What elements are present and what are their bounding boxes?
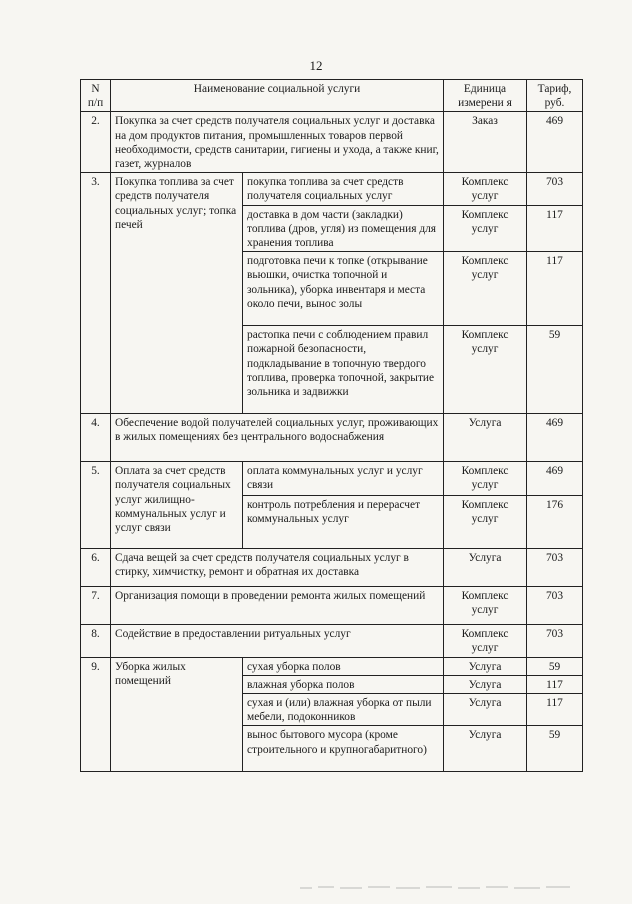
service-tariff: 59 xyxy=(527,326,583,414)
row-num: 2. xyxy=(81,112,111,173)
sub-service-name: оплата коммунальных услуг и услуг связи xyxy=(243,462,444,496)
table-row xyxy=(81,173,583,205)
service-name: Обеспечение водой получателей социальных услуг, проживающих в жилых помещениях без центрального водоснабжения xyxy=(111,414,444,462)
service-unit: Комплекс услуг xyxy=(444,496,527,549)
services-table xyxy=(80,79,583,772)
service-tariff: 703 xyxy=(527,587,583,625)
sub-service-name: влажная уборка полов xyxy=(243,675,444,693)
service-group-name: Уборка жилых помещений xyxy=(111,657,243,772)
table-row xyxy=(81,587,583,625)
row-num: 7. xyxy=(81,587,111,625)
scan-noise-decoration xyxy=(0,878,632,898)
table-row xyxy=(81,549,583,587)
header-tariff: Тариф, руб. xyxy=(527,80,583,112)
service-unit: Услуга xyxy=(444,549,527,587)
service-unit: Комплекс услуг xyxy=(444,205,527,252)
row-num: 8. xyxy=(81,625,111,657)
service-tariff: 176 xyxy=(527,496,583,549)
row-num: 3. xyxy=(81,173,111,414)
page-number: 12 xyxy=(309,58,323,73)
service-unit: Комплекс услуг xyxy=(444,587,527,625)
header-name: Наименование социальной услуги xyxy=(111,80,444,112)
row-num: 5. xyxy=(81,462,111,549)
service-unit: Услуга xyxy=(444,694,527,726)
row-num: 6. xyxy=(81,549,111,587)
service-group-name: Покупка топлива за счет средств получателя социальных услуг; топка печей xyxy=(111,173,243,414)
service-unit: Услуга xyxy=(444,675,527,693)
table-row xyxy=(81,657,583,675)
service-unit: Услуга xyxy=(444,414,527,462)
service-unit: Комплекс услуг xyxy=(444,625,527,657)
sub-service-name: покупка топлива за счет средств получателя социальных услуг xyxy=(243,173,444,205)
service-name: Содействие в предоставлении ритуальных услуг xyxy=(111,625,444,657)
sub-service-name: подготовка печи к топке (открывание вьюшки, очистка топочной и зольника), уборка инвентаря и места около печи, вынос золы xyxy=(243,252,444,326)
service-name: Организация помощи в проведении ремонта жилых помещений xyxy=(111,587,444,625)
table-row xyxy=(81,414,583,462)
service-tariff: 59 xyxy=(527,726,583,772)
sub-service-name: доставка в дом части (закладки) топлива (дров, угля) из помещения для хранения топлива xyxy=(243,205,444,252)
sub-service-name: контроль потребления и перерасчет коммунальных услуг xyxy=(243,496,444,549)
table-row xyxy=(81,462,583,496)
service-tariff: 469 xyxy=(527,462,583,496)
service-unit: Услуга xyxy=(444,726,527,772)
service-group-name: Оплата за счет средств получателя социальных услуг жилищно-коммунальных услуг и услуг связи xyxy=(111,462,243,549)
service-unit: Заказ xyxy=(444,112,527,173)
service-tariff: 117 xyxy=(527,252,583,326)
table-row xyxy=(81,112,583,173)
service-tariff: 469 xyxy=(527,414,583,462)
sub-service-name: вынос бытового мусора (кроме строительного и крупногабаритного) xyxy=(243,726,444,772)
service-tariff: 703 xyxy=(527,549,583,587)
service-tariff: 117 xyxy=(527,694,583,726)
sub-service-name: сухая уборка полов xyxy=(243,657,444,675)
table-row xyxy=(81,625,583,657)
service-tariff: 703 xyxy=(527,173,583,205)
row-num: 4. xyxy=(81,414,111,462)
service-tariff: 703 xyxy=(527,625,583,657)
header-unit: Единица измерени я xyxy=(444,80,527,112)
sub-service-name: растопка печи с соблюдением правил пожарной безопасности, подкладывание в топочную твердого топлива, проверка топочной, закрытие зольника и задвижки xyxy=(243,326,444,414)
sub-service-name: сухая и (или) влажная уборка от пыли мебели, подоконников xyxy=(243,694,444,726)
header-num: N п/п xyxy=(81,80,111,112)
row-num: 9. xyxy=(81,657,111,772)
service-unit: Комплекс услуг xyxy=(444,252,527,326)
service-tariff: 117 xyxy=(527,675,583,693)
service-name: Покупка за счет средств получателя социальных услуг и доставка на дом продуктов питания, промышленных товаров первой необходимости, средств санитарии, гигиены и ухода, а также книг, газет, журналов xyxy=(111,112,444,173)
service-unit: Комплекс услуг xyxy=(444,462,527,496)
table-header-row xyxy=(81,80,583,112)
service-unit: Комплекс услуг xyxy=(444,173,527,205)
service-tariff: 59 xyxy=(527,657,583,675)
service-tariff: 469 xyxy=(527,112,583,173)
service-tariff: 117 xyxy=(527,205,583,252)
service-unit: Комплекс услуг xyxy=(444,326,527,414)
service-name: Сдача вещей за счет средств получателя социальных услуг в стирку, химчистку, ремонт и обратная их доставка xyxy=(111,549,444,587)
service-unit: Услуга xyxy=(444,657,527,675)
